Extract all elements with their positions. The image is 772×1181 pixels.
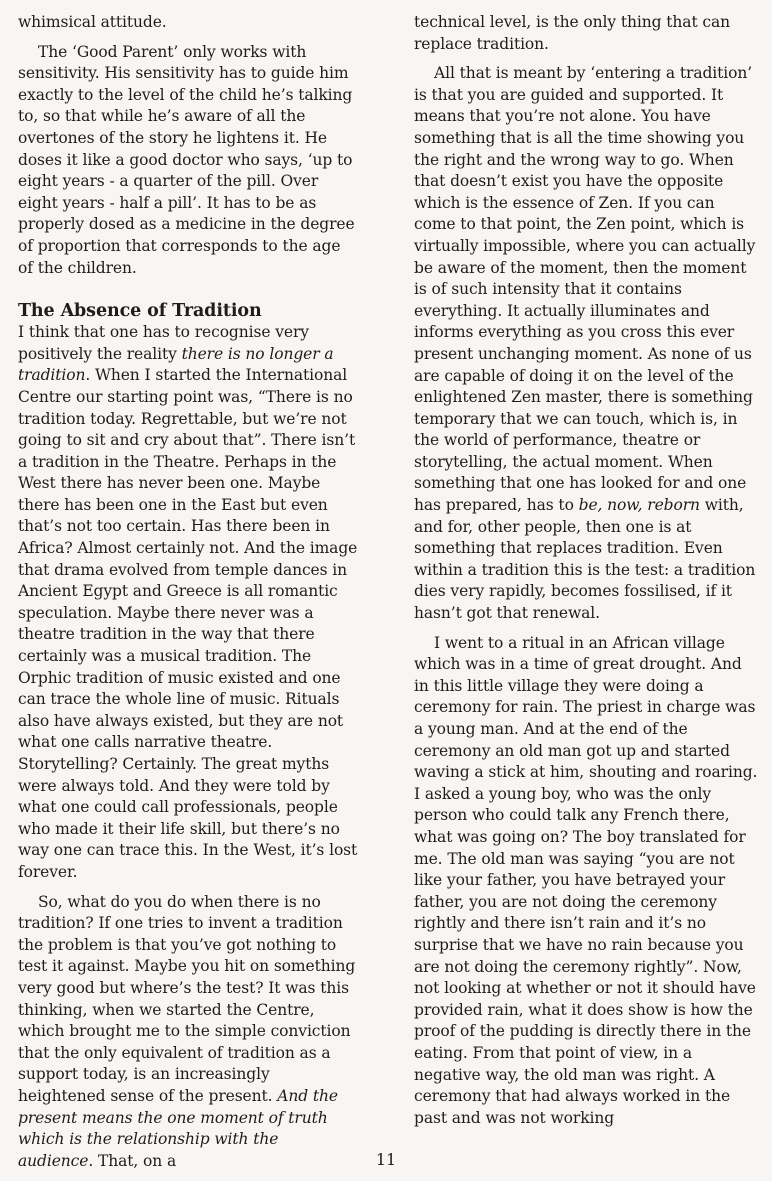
section-heading: The Absence of Tradition <box>18 301 262 322</box>
paragraph <box>18 892 358 1173</box>
paragraph-text: . When I started the International Centre our starting point was, “There is no tradition today. Regrettable, but we’re not going to sit and cry about that”. There isn’t a tradition in the Theatre. Perhaps in the West there has never been one. Maybe there has been one in the East but even that’s not too certain. Has there been in Africa? Almost certainly not. And the image that drama evolved from temple dances in Ancient Egypt and Greece is all romantic speculation. Maybe there never was a theatre tradition in the way that there certainly was a musical tradition. The Orphic tradition of music existed and one can trace the whole line of music. Rituals also have always existed, but they are not what one calls narrative theatre. Storytelling? Certainly. The great myths were always told. And they were told by what one could call professionals, people who made it their life skill, but there’s no way one can trace this. In the West, it’s lost forever. <box>18 366 358 881</box>
paragraph <box>414 63 759 624</box>
paragraph-text: I think that one has to recognise very positively the reality <box>18 323 309 363</box>
page-number: 11 <box>375 1150 397 1169</box>
left-column <box>18 12 358 1180</box>
paragraph-italic-text: be, now, reborn <box>578 496 700 515</box>
paragraph-text: with, and for, other people, then one is at something that replaces tradition. Even within a tradition this is the test: a tradition dies very rapidly, becomes fossilised, if it hasn’t got that renewal. <box>414 496 756 623</box>
paragraph <box>18 322 358 883</box>
paragraph: The ‘Good Parent’ only works with sensitivity. His sensitivity has to guide him exactly to the level of the child he’s talking to, so that while he’s aware of all the overtones of the story he lightens it. He doses it like a good doctor who says, ‘up to eight years - a quarter of the pill. Over eight years - half a pill’. It has to be as properly dosed as a medicine in the degree of proportion that corresponds to the age of the children. <box>18 42 355 277</box>
paragraph-italic-text: there is no longer a tradition <box>18 344 334 385</box>
paragraph: whimsical attitude. <box>18 13 167 31</box>
paragraph-text: So, what do you do when there is no tradition? If one tries to invent a tradition the problem is that you’ve got nothing to test it against. Maybe you hit on something very good but where’s the test? It was this thinking, when we started the Centre, which brought me to the simple conviction that the only equivalent of tradition as a support today, is an increasingly heightened sense of the present. <box>18 892 356 1105</box>
paragraph-italic-text: And the present means the one moment of truth which is the relationship with the audience <box>18 1086 339 1170</box>
paragraph: I went to a ritual in an African village which was in a time of great drought. And in this little village they were doing a ceremony for rain. The priest in charge was a young man. And at the end of the ceremony an old man got up and started waving a stick at him, shouting and roaring. I asked a young boy, who was the only person who could talk any French there, what was going on? The boy translated for me. The old man was saying “you are not like your father, you have betrayed your father, you are not doing the ceremony rightly and there isn’t rain and it’s no surprise that we have no rain because you are not doing the ceremony rightly”. Now, not looking at whether or not it should have provided rain, what it does show is how the proof of the pudding is directly there in the eating. From that point of view, in a negative way, the old man was right. A ceremony that had always worked in the past and was not working <box>414 633 758 1127</box>
paragraph-text: . That, on a <box>88 1151 177 1170</box>
paragraph-text: All that is meant by ‘entering a tradition’ is that you are guided and supported. It means that you’re not alone. You have something that is all the time showing you the right and the wrong way to go. When that doesn’t exist you have the opposite which is the essence of Zen. If you can come to that point, the Zen point, which is virtually impossible, where you can actually be aware of the moment, then the moment is of such intensity that it contains everything. It actually illuminates and informs everything as you cross this ever present unchanging moment. As none of us are capable of doing it on the level of the enlightened Zen master, there is something temporary that we can touch, which is, in the world of performance, theatre or storytelling, the actual moment. When something that one has looked for and one has prepared, has to <box>414 64 756 515</box>
paragraph: technical level, is the only thing that can replace tradition. <box>414 13 731 53</box>
right-column <box>414 12 759 1137</box>
